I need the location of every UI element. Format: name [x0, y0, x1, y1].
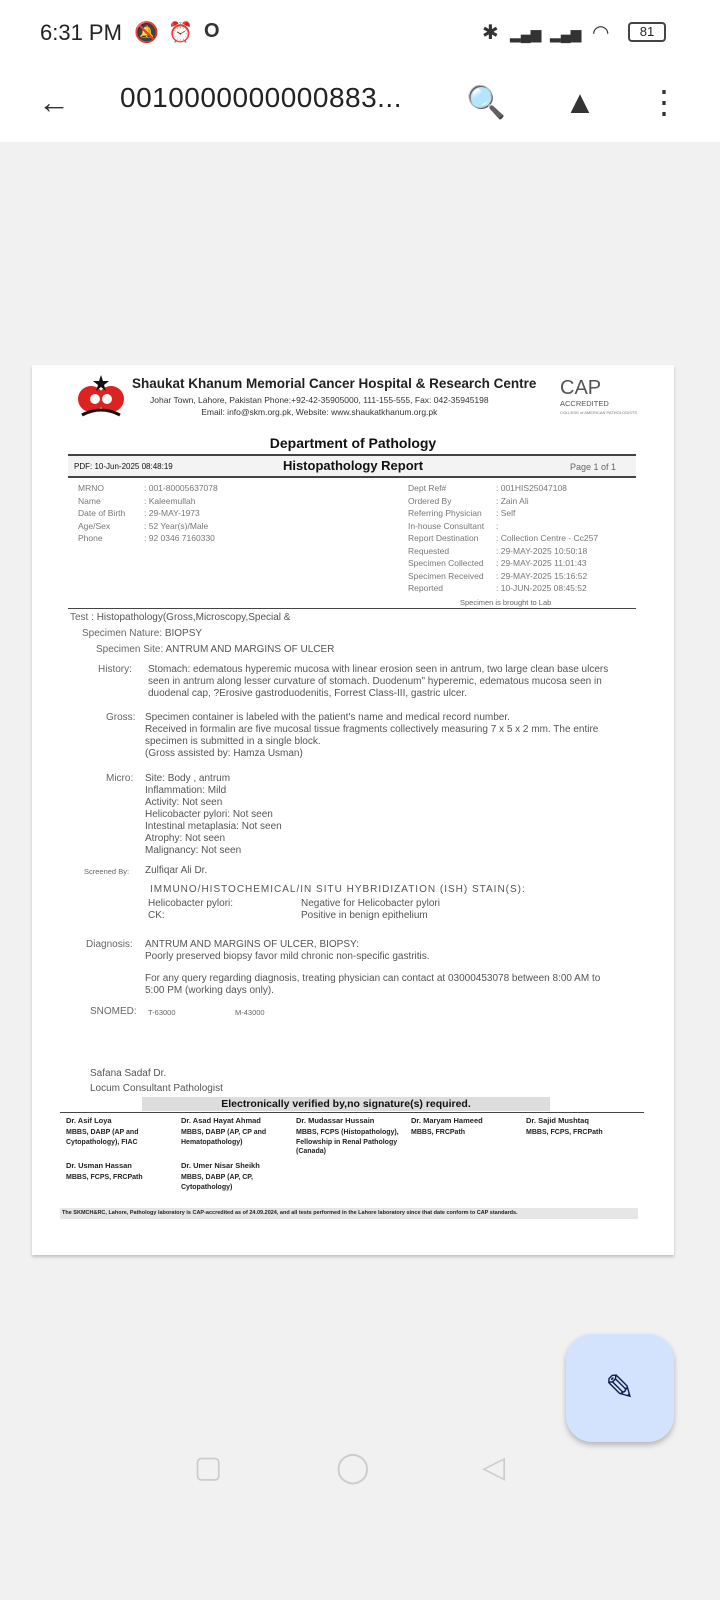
text-line: duodenal cap, ?Erosive gastroduodenitis, Forrest Class-III, gastric ulcer. — [148, 688, 468, 699]
field-label: Date of Birth — [78, 508, 126, 518]
doctor-entry — [181, 1116, 291, 1147]
hospital-address — [150, 394, 489, 418]
signer-title: Locum Consultant Pathologist — [90, 1083, 223, 1094]
field-row — [78, 482, 218, 495]
cap-footer: The SKMCH&RC, Lahore, Pathology laboratory is CAP-accredited as of 24.09.2024, and all tests performed in the Lahore laboratory since that date conform to CAP standards. — [60, 1208, 638, 1219]
hospital-name: Shaukat Khanum Memorial Cancer Hospital & Research Centre — [132, 376, 537, 391]
recents-button[interactable]: ▢ — [194, 1451, 223, 1484]
field-value: : 001-80005637078 — [144, 483, 218, 493]
department-title: Department of Pathology — [269, 435, 437, 451]
text-line: Inflammation: Mild — [145, 785, 227, 796]
contact-line: Email: info@skm.org.pk, Website: www.shaukatkhanum.org.pk — [201, 407, 438, 417]
field-row — [408, 582, 598, 595]
text-line: For any query regarding diagnosis, treating physician can contact at 03000453078 between 8:00 AM to — [145, 973, 601, 984]
text-line: Activity: Not seen — [145, 797, 223, 808]
field-label: Phone — [78, 533, 103, 543]
doctor-name: Dr. Maryam Hameed — [411, 1116, 483, 1125]
nature-value: BIOPSY — [164, 628, 203, 639]
field-value: : 92 0346 7160330 — [144, 533, 215, 543]
ihc-stain: Helicobacter pylori: — [148, 898, 234, 909]
test-label: Test : — [70, 612, 94, 623]
field-value: : Kaleemullah — [144, 495, 196, 506]
micro-label: Micro: — [106, 773, 134, 784]
divider — [68, 476, 636, 478]
site-row — [96, 644, 334, 656]
doctor-name: Dr. Mudassar Hussain — [296, 1116, 375, 1125]
field-label: Specimen Received — [408, 570, 484, 581]
diagnosis-label: Diagnosis: — [86, 939, 133, 950]
nature-label: Specimen Nature: — [82, 628, 163, 639]
find-in-document-button[interactable] — [462, 78, 510, 126]
edit-pen-icon: ✎ — [604, 1367, 636, 1408]
field-row — [408, 495, 598, 508]
field-value: : Zain Ali — [496, 495, 529, 506]
bell-off-icon: 🔕 — [134, 22, 159, 44]
screened-label: Screened By: — [84, 867, 130, 876]
field-label: Reported — [408, 583, 443, 593]
text-line: seen in antrum along lesser curvature of stomach. Duodenum" hyperemic, edematous mucosa seen in — [148, 676, 602, 687]
field-value: : 29-MAY-2025 15:16:52 — [496, 570, 588, 581]
page-indicator: Page 1 of 1 — [570, 462, 617, 472]
doctor-qualifications: MBBS, FCPS, FRCPath — [526, 1129, 603, 1136]
snomed-t: T-63000 — [148, 1008, 176, 1017]
pdf-date: PDF: 10-Jun-2025 08:48:19 — [74, 462, 173, 471]
doctor-entry — [526, 1116, 636, 1138]
hospital-logo — [74, 373, 128, 421]
text-line: specimen is submitted in a single block. — [145, 736, 321, 747]
address-line: Johar Town, Lahore, Pakistan Phone:+92-42-35905000, 111-155-555, Fax: 042-35945198 — [150, 395, 489, 405]
gross-text — [145, 712, 598, 760]
nature-row — [82, 628, 202, 640]
text-line: Poorly preserved biopsy favor mild chronic non-specific gastritis. — [145, 951, 430, 962]
text-line: Specimen container is labeled with the patient's name and medical record number. — [145, 712, 510, 723]
field-value: : 10-JUN-2025 08:45:52 — [496, 583, 587, 593]
ihc-results — [148, 898, 440, 922]
signal-icon: ▂▄▆ — [510, 26, 542, 42]
doctor-name: Dr. Usman Hassan — [66, 1161, 132, 1170]
field-label: Age/Sex — [78, 520, 111, 531]
doctor-entry — [296, 1116, 406, 1157]
diagnosis-text — [145, 939, 430, 963]
screened-by: Zulfiqar Ali Dr. — [145, 865, 208, 876]
battery-icon: 81 — [628, 22, 666, 42]
field-label: Ordered By — [408, 495, 452, 506]
ihc-stain: CK: — [148, 910, 165, 921]
search-document-icon: 🔍 — [466, 84, 506, 120]
field-row — [78, 507, 218, 520]
doctor-name: Dr. Sajid Mushtaq — [526, 1116, 589, 1125]
field-row — [408, 520, 598, 533]
text-line: Site: Body , antrum — [145, 773, 231, 784]
cap-accredited: ACCREDITED — [560, 399, 609, 408]
ihc-result: Negative for Helicobacter pylori — [301, 898, 440, 909]
save-to-drive-button[interactable] — [556, 78, 604, 126]
history-text — [148, 664, 608, 700]
doctor-entry — [66, 1116, 176, 1147]
bluetooth-icon: ✱ — [482, 22, 499, 44]
text-line: Helicobacter pylori: Not seen — [145, 809, 273, 820]
divider — [60, 1112, 644, 1113]
document-title: 0010000000000883... — [120, 82, 402, 113]
back-button[interactable]: ← — [38, 84, 70, 120]
test-value: Histopathology(Gross,Microscopy,Special & — [96, 612, 291, 623]
wifi-icon: ◠ — [592, 22, 610, 44]
doctor-name: Dr. Asad Hayat Ahmad — [181, 1116, 261, 1125]
field-value: : 29-MAY-1973 — [144, 508, 200, 518]
field-value: : Self — [496, 508, 516, 518]
back-nav-button[interactable]: ◁ — [482, 1451, 506, 1484]
test-row — [70, 612, 290, 624]
ihc-row — [148, 898, 440, 910]
patient-info — [78, 482, 218, 545]
field-row — [78, 520, 218, 533]
doctor-entry — [411, 1116, 521, 1138]
snomed-label: SNOMED: — [90, 1006, 137, 1017]
field-value: : 29-MAY-2025 11:01:43 — [496, 558, 587, 568]
field-value: : Collection Centre - Cc257 — [496, 533, 599, 543]
specimen-note: Specimen is brought to Lab — [460, 598, 552, 607]
text-line: Atrophy: Not seen — [145, 833, 226, 844]
field-row — [408, 557, 598, 570]
cap-logo: CAP — [560, 377, 602, 399]
report-title: Histopathology Report — [282, 458, 424, 473]
text-line: (Gross assisted by: Hamza Usman) — [145, 748, 303, 759]
micro-text — [145, 773, 282, 857]
signal-icon-2: ▂▄▆ — [550, 26, 582, 42]
pdf-page — [32, 365, 674, 1255]
ihc-row — [148, 910, 440, 922]
field-label: MRNO — [78, 483, 104, 493]
field-value: : 52 Year(s)/Male — [144, 520, 209, 531]
field-label: In-house Consultant — [408, 520, 485, 531]
field-row — [408, 545, 598, 558]
field-row — [78, 495, 218, 508]
verified-banner: Electronically verified by,no signature(s) required. — [142, 1097, 550, 1111]
doctor-qualifications: MBBS, FRCPath — [411, 1129, 466, 1136]
text-line: Received in formalin are five mucosal tissue fragments collectively measuring 7 x 5 x 2 mm. The entire — [145, 724, 599, 735]
query-text — [145, 973, 600, 997]
field-label: Dept Ref# — [408, 483, 447, 493]
status-time: 6:31 PM — [40, 20, 122, 45]
doctor-qualifications: MBBS, FCPS (Histopathology), Fellowship in Renal Pathology (Canada) — [296, 1129, 399, 1155]
field-label: Referring Physician — [408, 508, 482, 518]
cap-college: COLLEGE of AMERICAN PATHOLOGISTS — [560, 410, 637, 415]
app-bar — [0, 64, 720, 142]
more-options-button[interactable]: ⋮ — [648, 84, 680, 120]
field-value: : 29-MAY-2025 10:50:18 — [496, 545, 588, 556]
field-value: : 001HIS25047108 — [496, 483, 567, 493]
doctor-entry — [181, 1161, 291, 1192]
field-label: Requested — [408, 545, 450, 556]
doctor-qualifications: MBBS, FCPS, FRCPath — [66, 1174, 143, 1181]
doctor-qualifications: MBBS, DABP (AP and Cytopathology), FIAC — [66, 1129, 139, 1146]
text-line: 5:00 PM (working days only). — [145, 985, 274, 996]
status-bar — [0, 0, 720, 64]
order-info — [408, 482, 598, 595]
field-row — [78, 532, 218, 545]
field-row — [408, 532, 598, 545]
text-line: Stomach: edematous hyperemic mucosa with linear erosion seen in antrum, two large clean base ulcers — [148, 664, 609, 675]
field-value: : — [496, 520, 499, 531]
doctor-entry — [66, 1161, 176, 1183]
doctor-qualifications: MBBS, DABP (AP, CP, Cytopathology) — [181, 1174, 253, 1191]
signer-name: Safana Sadaf Dr. — [90, 1068, 167, 1079]
field-row — [408, 482, 598, 495]
divider — [68, 608, 636, 609]
history-label: History: — [98, 664, 132, 675]
field-row — [408, 507, 598, 520]
alarm-icon: ⏰ — [168, 22, 193, 44]
field-label: Name — [78, 495, 101, 506]
text-line: Intestinal metaplasia: Not seen — [145, 821, 282, 832]
site-label: Specimen Site: — [96, 644, 164, 655]
text-line: ANTRUM AND MARGINS OF ULCER, BIOPSY: — [145, 939, 359, 950]
home-button[interactable]: ◯ — [336, 1451, 370, 1484]
drive-add-icon: ▲ — [564, 84, 596, 120]
snomed-m: M-43000 — [235, 1008, 265, 1017]
doctor-qualifications: MBBS, DABP (AP, CP and Hematopathology) — [181, 1129, 267, 1146]
ihc-result: Positive in benign epithelium — [301, 910, 428, 921]
doctor-name: Dr. Umer Nisar Sheikh — [181, 1161, 260, 1170]
field-row — [408, 570, 598, 583]
site-value: ANTRUM AND MARGINS OF ULCER — [165, 644, 335, 655]
edit-fab[interactable] — [566, 1334, 674, 1442]
ihc-title: IMMUNO/HISTOCHEMICAL/IN SITU HYBRIDIZATION (ISH) STAIN(S): — [150, 884, 526, 895]
text-line: Malignancy: Not seen — [145, 845, 242, 856]
field-label: Specimen Collected — [408, 558, 484, 568]
field-label: Report Destination — [408, 533, 479, 543]
doctor-name: Dr. Asif Loya — [66, 1116, 112, 1125]
gross-label: Gross: — [106, 712, 136, 723]
opera-icon: O — [204, 20, 220, 42]
